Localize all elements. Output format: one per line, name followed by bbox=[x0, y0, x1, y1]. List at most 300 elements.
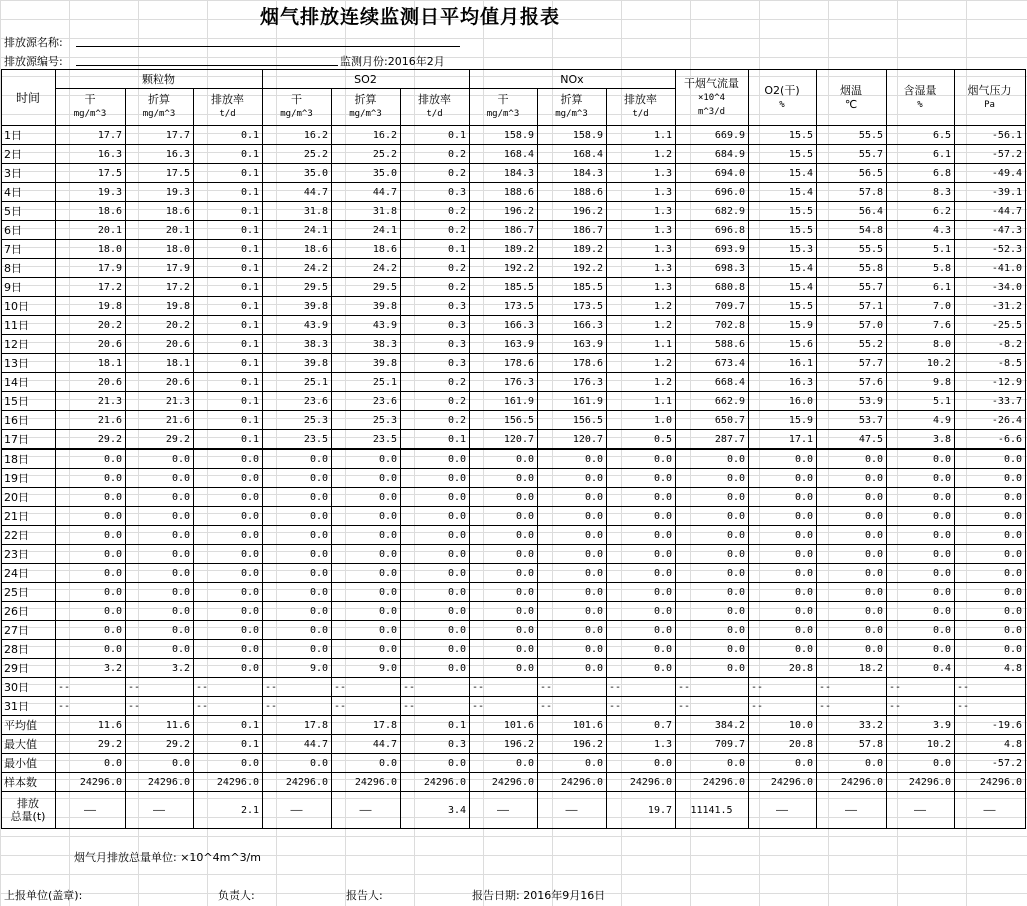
table-cell[interactable]: 54.8 bbox=[817, 221, 887, 240]
table-cell[interactable]: 9.0 bbox=[263, 659, 332, 678]
table-cell[interactable]: 0.0 bbox=[538, 659, 607, 678]
table-cell[interactable]: 0.0 bbox=[538, 754, 607, 773]
table-cell[interactable]: 0.0 bbox=[887, 545, 955, 564]
table-cell[interactable]: 680.8 bbox=[676, 278, 749, 297]
table-cell[interactable]: 0.0 bbox=[676, 659, 749, 678]
table-cell[interactable]: -31.2 bbox=[955, 297, 1026, 316]
table-cell[interactable]: 20.6 bbox=[126, 335, 194, 354]
table-cell[interactable]: 24.2 bbox=[332, 259, 401, 278]
table-cell[interactable]: 0.0 bbox=[749, 526, 817, 545]
table-cell[interactable]: 0.0 bbox=[263, 602, 332, 621]
table-cell[interactable]: 0.0 bbox=[955, 564, 1026, 583]
table-cell[interactable]: 0.0 bbox=[538, 469, 607, 488]
row-label[interactable]: 平均值 bbox=[2, 716, 56, 735]
table-cell[interactable]: 47.5 bbox=[817, 430, 887, 450]
table-cell[interactable]: 0.0 bbox=[607, 564, 676, 583]
table-cell[interactable]: 15.4 bbox=[749, 164, 817, 183]
table-cell[interactable]: 0.1 bbox=[194, 145, 263, 164]
table-cell[interactable]: -41.0 bbox=[955, 259, 1026, 278]
table-cell[interactable]: 0.0 bbox=[470, 449, 538, 469]
table-cell[interactable]: 0.1 bbox=[194, 392, 263, 411]
table-cell[interactable]: 0.0 bbox=[887, 621, 955, 640]
table-cell[interactable]: 702.8 bbox=[676, 316, 749, 335]
table-cell[interactable]: -6.6 bbox=[955, 430, 1026, 450]
table-cell[interactable]: 0.1 bbox=[401, 716, 470, 735]
table-cell[interactable]: 0.0 bbox=[332, 754, 401, 773]
table-cell[interactable]: -25.5 bbox=[955, 316, 1026, 335]
table-cell[interactable]: 673.4 bbox=[676, 354, 749, 373]
table-cell[interactable]: 57.8 bbox=[817, 735, 887, 754]
row-label[interactable]: 30日 bbox=[2, 678, 56, 697]
table-cell[interactable]: 6.2 bbox=[887, 202, 955, 221]
table-cell[interactable]: 0.0 bbox=[470, 754, 538, 773]
table-cell[interactable]: 0.0 bbox=[332, 640, 401, 659]
table-cell[interactable]: -- bbox=[817, 678, 887, 697]
table-cell[interactable]: -49.4 bbox=[955, 164, 1026, 183]
table-cell[interactable]: 166.3 bbox=[470, 316, 538, 335]
table-cell[interactable]: 15.5 bbox=[749, 297, 817, 316]
table-cell[interactable]: 35.0 bbox=[263, 164, 332, 183]
table-cell[interactable]: 176.3 bbox=[538, 373, 607, 392]
table-cell[interactable]: 0.0 bbox=[817, 507, 887, 526]
table-cell[interactable]: 10.2 bbox=[887, 354, 955, 373]
table-cell[interactable]: 0.0 bbox=[749, 754, 817, 773]
table-cell[interactable]: 0.0 bbox=[332, 564, 401, 583]
table-cell[interactable]: 0.0 bbox=[56, 564, 126, 583]
table-cell[interactable]: 57.8 bbox=[817, 183, 887, 202]
row-label[interactable]: 5日 bbox=[2, 202, 56, 221]
table-cell[interactable]: -57.2 bbox=[955, 754, 1026, 773]
table-cell[interactable]: 0.0 bbox=[263, 564, 332, 583]
row-label[interactable]: 7日 bbox=[2, 240, 56, 259]
table-cell[interactable]: 0.0 bbox=[538, 449, 607, 469]
table-cell[interactable]: 0.0 bbox=[817, 526, 887, 545]
table-cell[interactable]: 0.0 bbox=[817, 564, 887, 583]
table-cell[interactable]: 696.8 bbox=[676, 221, 749, 240]
table-cell[interactable]: 0.0 bbox=[332, 526, 401, 545]
table-cell[interactable]: 31.8 bbox=[332, 202, 401, 221]
table-cell[interactable]: 0.0 bbox=[676, 564, 749, 583]
table-cell[interactable]: 0.0 bbox=[401, 621, 470, 640]
table-cell[interactable]: -- bbox=[194, 697, 263, 716]
table-cell[interactable]: 0.0 bbox=[607, 507, 676, 526]
table-cell[interactable]: 17.7 bbox=[56, 126, 126, 145]
table-cell[interactable]: 10.2 bbox=[887, 735, 955, 754]
table-cell[interactable]: 0.0 bbox=[676, 526, 749, 545]
table-cell[interactable]: 173.5 bbox=[538, 297, 607, 316]
table-cell[interactable]: 0.0 bbox=[607, 621, 676, 640]
total-cell[interactable]: —— bbox=[887, 792, 955, 829]
table-cell[interactable]: -- bbox=[955, 678, 1026, 697]
table-cell[interactable]: 0.4 bbox=[887, 659, 955, 678]
row-label[interactable]: 29日 bbox=[2, 659, 56, 678]
table-cell[interactable]: 0.0 bbox=[470, 488, 538, 507]
table-cell[interactable]: -- bbox=[126, 678, 194, 697]
table-cell[interactable]: 17.8 bbox=[332, 716, 401, 735]
table-cell[interactable]: 4.3 bbox=[887, 221, 955, 240]
table-cell[interactable]: 15.5 bbox=[749, 202, 817, 221]
total-cell[interactable]: —— bbox=[817, 792, 887, 829]
table-cell[interactable]: 0.0 bbox=[538, 488, 607, 507]
table-cell[interactable]: 0.0 bbox=[607, 754, 676, 773]
table-cell[interactable]: 185.5 bbox=[470, 278, 538, 297]
table-cell[interactable]: 53.9 bbox=[817, 392, 887, 411]
table-cell[interactable]: -- bbox=[332, 697, 401, 716]
table-cell[interactable]: 3.2 bbox=[126, 659, 194, 678]
table-cell[interactable]: 44.7 bbox=[263, 735, 332, 754]
table-cell[interactable]: -47.3 bbox=[955, 221, 1026, 240]
table-cell[interactable]: 0.0 bbox=[401, 583, 470, 602]
table-cell[interactable]: 185.5 bbox=[538, 278, 607, 297]
table-cell[interactable]: 0.0 bbox=[126, 545, 194, 564]
table-cell[interactable]: 24296.0 bbox=[194, 773, 263, 792]
table-cell[interactable]: 0.0 bbox=[56, 507, 126, 526]
table-cell[interactable]: -- bbox=[749, 678, 817, 697]
table-cell[interactable]: 3.2 bbox=[56, 659, 126, 678]
table-cell[interactable]: 0.0 bbox=[470, 564, 538, 583]
table-cell[interactable]: 24296.0 bbox=[56, 773, 126, 792]
table-cell[interactable]: -34.0 bbox=[955, 278, 1026, 297]
total-cell[interactable]: —— bbox=[538, 792, 607, 829]
table-cell[interactable]: 24296.0 bbox=[676, 773, 749, 792]
table-cell[interactable]: -57.2 bbox=[955, 145, 1026, 164]
table-cell[interactable]: 16.3 bbox=[56, 145, 126, 164]
table-cell[interactable]: 0.0 bbox=[263, 469, 332, 488]
table-cell[interactable]: 1.3 bbox=[607, 221, 676, 240]
table-cell[interactable]: 0.0 bbox=[817, 488, 887, 507]
table-cell[interactable]: 0.1 bbox=[194, 735, 263, 754]
table-cell[interactable]: 0.0 bbox=[332, 449, 401, 469]
table-cell[interactable]: 0.2 bbox=[401, 145, 470, 164]
table-cell[interactable]: 44.7 bbox=[332, 735, 401, 754]
table-cell[interactable]: 0.0 bbox=[194, 507, 263, 526]
table-cell[interactable]: 168.4 bbox=[538, 145, 607, 164]
table-cell[interactable]: 6.1 bbox=[887, 145, 955, 164]
table-cell[interactable]: 15.6 bbox=[749, 335, 817, 354]
table-cell[interactable]: 57.1 bbox=[817, 297, 887, 316]
table-cell[interactable]: 1.2 bbox=[607, 145, 676, 164]
table-cell[interactable]: 709.7 bbox=[676, 735, 749, 754]
table-cell[interactable]: 0.3 bbox=[401, 354, 470, 373]
row-label[interactable]: 24日 bbox=[2, 564, 56, 583]
total-label[interactable] bbox=[2, 792, 56, 829]
row-label[interactable]: 14日 bbox=[2, 373, 56, 392]
table-cell[interactable]: 0.0 bbox=[194, 526, 263, 545]
table-cell[interactable]: 24296.0 bbox=[263, 773, 332, 792]
table-cell[interactable]: 0.0 bbox=[401, 545, 470, 564]
table-cell[interactable]: 166.3 bbox=[538, 316, 607, 335]
table-cell[interactable]: 0.0 bbox=[401, 449, 470, 469]
table-cell[interactable]: 18.0 bbox=[56, 240, 126, 259]
table-cell[interactable]: 19.3 bbox=[126, 183, 194, 202]
table-cell[interactable]: 29.5 bbox=[332, 278, 401, 297]
source-name-field[interactable] bbox=[76, 46, 460, 47]
table-cell[interactable]: 184.3 bbox=[538, 164, 607, 183]
row-label[interactable]: 26日 bbox=[2, 602, 56, 621]
total-cell[interactable]: —— bbox=[332, 792, 401, 829]
table-cell[interactable]: 0.0 bbox=[401, 564, 470, 583]
table-cell[interactable]: 0.0 bbox=[749, 583, 817, 602]
table-cell[interactable]: -12.9 bbox=[955, 373, 1026, 392]
table-cell[interactable]: -- bbox=[332, 678, 401, 697]
row-label[interactable]: 6日 bbox=[2, 221, 56, 240]
table-cell[interactable]: 0.0 bbox=[332, 488, 401, 507]
table-cell[interactable]: 8.3 bbox=[887, 183, 955, 202]
table-cell[interactable]: 0.0 bbox=[126, 754, 194, 773]
table-cell[interactable]: 29.2 bbox=[126, 430, 194, 450]
table-cell[interactable]: 0.1 bbox=[194, 354, 263, 373]
table-cell[interactable]: 29.2 bbox=[56, 735, 126, 754]
table-cell[interactable]: 0.0 bbox=[126, 564, 194, 583]
table-cell[interactable]: 18.6 bbox=[56, 202, 126, 221]
table-cell[interactable]: 0.0 bbox=[194, 640, 263, 659]
table-cell[interactable]: 0.1 bbox=[401, 126, 470, 145]
table-cell[interactable]: -- bbox=[401, 697, 470, 716]
table-cell[interactable]: 0.0 bbox=[56, 469, 126, 488]
table-cell[interactable]: -- bbox=[817, 697, 887, 716]
table-cell[interactable]: -- bbox=[955, 697, 1026, 716]
table-cell[interactable]: 156.5 bbox=[538, 411, 607, 430]
table-cell[interactable]: 0.0 bbox=[56, 583, 126, 602]
row-label[interactable]: 4日 bbox=[2, 183, 56, 202]
table-cell[interactable]: 21.6 bbox=[56, 411, 126, 430]
row-label[interactable]: 27日 bbox=[2, 621, 56, 640]
table-cell[interactable]: 1.1 bbox=[607, 392, 676, 411]
table-cell[interactable]: 178.6 bbox=[470, 354, 538, 373]
row-label[interactable]: 3日 bbox=[2, 164, 56, 183]
table-cell[interactable]: 0.0 bbox=[817, 449, 887, 469]
table-cell[interactable]: 0.0 bbox=[332, 507, 401, 526]
table-cell[interactable]: 17.7 bbox=[126, 126, 194, 145]
table-cell[interactable]: 10.0 bbox=[749, 716, 817, 735]
table-cell[interactable]: 3.8 bbox=[887, 430, 955, 450]
table-cell[interactable]: 0.3 bbox=[401, 316, 470, 335]
table-cell[interactable]: -- bbox=[470, 697, 538, 716]
table-cell[interactable]: 4.8 bbox=[955, 659, 1026, 678]
table-cell[interactable]: 0.0 bbox=[817, 583, 887, 602]
table-cell[interactable]: 20.2 bbox=[126, 316, 194, 335]
table-cell[interactable]: 0.1 bbox=[194, 259, 263, 278]
table-cell[interactable]: 0.1 bbox=[194, 278, 263, 297]
total-cell[interactable]: —— bbox=[126, 792, 194, 829]
table-cell[interactable]: 0.0 bbox=[263, 545, 332, 564]
row-label[interactable]: 8日 bbox=[2, 259, 56, 278]
table-cell[interactable]: 0.0 bbox=[955, 469, 1026, 488]
table-cell[interactable]: 43.9 bbox=[332, 316, 401, 335]
total-cell[interactable]: 2.1 bbox=[194, 792, 263, 829]
table-cell[interactable]: 17.2 bbox=[56, 278, 126, 297]
table-cell[interactable]: 0.0 bbox=[676, 507, 749, 526]
table-cell[interactable]: 0.0 bbox=[607, 449, 676, 469]
table-cell[interactable]: 17.5 bbox=[126, 164, 194, 183]
table-cell[interactable]: 0.0 bbox=[817, 754, 887, 773]
table-cell[interactable]: 0.0 bbox=[470, 507, 538, 526]
table-cell[interactable]: 0.0 bbox=[538, 545, 607, 564]
table-cell[interactable]: 0.0 bbox=[749, 564, 817, 583]
table-cell[interactable]: 0.0 bbox=[126, 488, 194, 507]
table-cell[interactable]: 55.7 bbox=[817, 145, 887, 164]
table-cell[interactable]: 0.1 bbox=[194, 164, 263, 183]
total-cell[interactable]: —— bbox=[470, 792, 538, 829]
table-cell[interactable]: -- bbox=[470, 678, 538, 697]
table-cell[interactable]: 0.0 bbox=[401, 754, 470, 773]
table-cell[interactable]: 0.0 bbox=[749, 640, 817, 659]
table-cell[interactable]: 18.1 bbox=[56, 354, 126, 373]
table-cell[interactable]: 55.2 bbox=[817, 335, 887, 354]
table-cell[interactable]: 0.0 bbox=[470, 545, 538, 564]
table-cell[interactable]: 0.5 bbox=[607, 430, 676, 450]
table-cell[interactable]: 168.4 bbox=[470, 145, 538, 164]
table-cell[interactable]: 0.0 bbox=[194, 754, 263, 773]
table-cell[interactable]: 0.0 bbox=[749, 602, 817, 621]
table-cell[interactable]: 0.1 bbox=[194, 221, 263, 240]
table-cell[interactable]: 0.0 bbox=[749, 469, 817, 488]
table-cell[interactable]: 1.3 bbox=[607, 183, 676, 202]
table-cell[interactable]: 18.0 bbox=[126, 240, 194, 259]
table-cell[interactable]: 1.2 bbox=[607, 354, 676, 373]
table-cell[interactable]: -- bbox=[676, 697, 749, 716]
table-cell[interactable]: 0.0 bbox=[887, 583, 955, 602]
table-cell[interactable]: 1.3 bbox=[607, 259, 676, 278]
table-cell[interactable]: 0.3 bbox=[401, 735, 470, 754]
table-cell[interactable]: 24296.0 bbox=[401, 773, 470, 792]
table-cell[interactable]: 39.8 bbox=[263, 354, 332, 373]
table-cell[interactable]: 17.2 bbox=[126, 278, 194, 297]
table-cell[interactable]: 0.1 bbox=[194, 373, 263, 392]
table-cell[interactable]: 0.0 bbox=[401, 469, 470, 488]
table-cell[interactable]: 16.1 bbox=[749, 354, 817, 373]
table-cell[interactable]: 0.2 bbox=[401, 259, 470, 278]
total-cell[interactable]: 11141.5 bbox=[676, 792, 749, 829]
table-cell[interactable]: 17.9 bbox=[126, 259, 194, 278]
table-cell[interactable]: 17.1 bbox=[749, 430, 817, 450]
table-cell[interactable]: -- bbox=[56, 697, 126, 716]
table-cell[interactable]: 24296.0 bbox=[607, 773, 676, 792]
table-cell[interactable]: 588.6 bbox=[676, 335, 749, 354]
table-cell[interactable]: 0.1 bbox=[401, 430, 470, 450]
table-cell[interactable]: 1.2 bbox=[607, 373, 676, 392]
table-cell[interactable]: -- bbox=[126, 697, 194, 716]
table-cell[interactable]: 0.2 bbox=[401, 373, 470, 392]
table-cell[interactable]: 0.0 bbox=[538, 583, 607, 602]
table-cell[interactable]: 0.1 bbox=[401, 240, 470, 259]
table-cell[interactable]: -- bbox=[607, 697, 676, 716]
table-cell[interactable]: 5.8 bbox=[887, 259, 955, 278]
table-cell[interactable]: 0.0 bbox=[607, 640, 676, 659]
table-cell[interactable]: 20.1 bbox=[56, 221, 126, 240]
row-label[interactable]: 31日 bbox=[2, 697, 56, 716]
table-cell[interactable]: 39.8 bbox=[332, 297, 401, 316]
row-label[interactable]: 18日 bbox=[2, 449, 56, 469]
table-cell[interactable]: 0.0 bbox=[194, 564, 263, 583]
total-cell[interactable]: 3.4 bbox=[401, 792, 470, 829]
table-cell[interactable]: 101.6 bbox=[470, 716, 538, 735]
table-cell[interactable]: 0.0 bbox=[263, 488, 332, 507]
table-cell[interactable]: 0.0 bbox=[676, 754, 749, 773]
table-cell[interactable]: 0.0 bbox=[332, 545, 401, 564]
table-cell[interactable]: 0.0 bbox=[194, 545, 263, 564]
table-cell[interactable]: 698.3 bbox=[676, 259, 749, 278]
table-cell[interactable]: 682.9 bbox=[676, 202, 749, 221]
table-cell[interactable]: 120.7 bbox=[470, 430, 538, 450]
table-cell[interactable]: 0.0 bbox=[817, 640, 887, 659]
table-cell[interactable]: 196.2 bbox=[470, 202, 538, 221]
table-cell[interactable]: 662.9 bbox=[676, 392, 749, 411]
table-cell[interactable]: 694.0 bbox=[676, 164, 749, 183]
table-cell[interactable]: 0.0 bbox=[56, 754, 126, 773]
row-label[interactable]: 25日 bbox=[2, 583, 56, 602]
table-cell[interactable]: 24.1 bbox=[332, 221, 401, 240]
table-cell[interactable]: 7.0 bbox=[887, 297, 955, 316]
table-cell[interactable]: 23.5 bbox=[332, 430, 401, 450]
table-cell[interactable]: 0.0 bbox=[676, 488, 749, 507]
table-cell[interactable]: 0.1 bbox=[194, 297, 263, 316]
table-cell[interactable]: 0.0 bbox=[538, 602, 607, 621]
table-cell[interactable]: 24296.0 bbox=[332, 773, 401, 792]
table-cell[interactable]: 11.6 bbox=[126, 716, 194, 735]
table-cell[interactable]: 0.0 bbox=[676, 640, 749, 659]
table-cell[interactable]: 0.0 bbox=[749, 621, 817, 640]
table-cell[interactable]: 11.6 bbox=[56, 716, 126, 735]
table-cell[interactable]: 0.0 bbox=[126, 449, 194, 469]
table-cell[interactable]: 173.5 bbox=[470, 297, 538, 316]
table-cell[interactable]: 0.0 bbox=[470, 659, 538, 678]
table-cell[interactable]: 189.2 bbox=[538, 240, 607, 259]
table-cell[interactable]: 0.0 bbox=[332, 583, 401, 602]
table-cell[interactable]: 0.0 bbox=[194, 621, 263, 640]
table-cell[interactable]: 0.0 bbox=[955, 526, 1026, 545]
table-cell[interactable]: 4.8 bbox=[955, 735, 1026, 754]
table-cell[interactable]: 25.3 bbox=[332, 411, 401, 430]
table-cell[interactable]: 39.8 bbox=[263, 297, 332, 316]
table-cell[interactable]: 56.4 bbox=[817, 202, 887, 221]
table-cell[interactable]: 0.1 bbox=[194, 411, 263, 430]
table-cell[interactable]: 17.9 bbox=[56, 259, 126, 278]
table-cell[interactable]: 176.3 bbox=[470, 373, 538, 392]
table-cell[interactable]: 31.8 bbox=[263, 202, 332, 221]
table-cell[interactable]: 0.0 bbox=[887, 526, 955, 545]
table-cell[interactable]: 0.0 bbox=[56, 602, 126, 621]
table-cell[interactable]: 20.6 bbox=[56, 373, 126, 392]
table-cell[interactable]: 709.7 bbox=[676, 297, 749, 316]
table-cell[interactable]: 0.0 bbox=[817, 602, 887, 621]
table-cell[interactable]: 178.6 bbox=[538, 354, 607, 373]
table-cell[interactable]: 188.6 bbox=[538, 183, 607, 202]
table-cell[interactable]: 0.0 bbox=[194, 583, 263, 602]
table-cell[interactable]: 668.4 bbox=[676, 373, 749, 392]
table-cell[interactable]: 1.1 bbox=[607, 335, 676, 354]
table-cell[interactable]: 0.0 bbox=[887, 469, 955, 488]
table-cell[interactable]: -8.5 bbox=[955, 354, 1026, 373]
table-cell[interactable]: 0.0 bbox=[401, 526, 470, 545]
table-cell[interactable]: 24296.0 bbox=[749, 773, 817, 792]
table-cell[interactable]: 55.8 bbox=[817, 259, 887, 278]
table-cell[interactable]: 0.0 bbox=[126, 507, 194, 526]
table-cell[interactable]: 29.5 bbox=[263, 278, 332, 297]
table-cell[interactable]: 57.7 bbox=[817, 354, 887, 373]
table-cell[interactable]: 1.3 bbox=[607, 240, 676, 259]
total-cell[interactable]: —— bbox=[955, 792, 1026, 829]
table-cell[interactable]: 161.9 bbox=[470, 392, 538, 411]
table-cell[interactable]: 0.0 bbox=[676, 621, 749, 640]
table-cell[interactable]: 15.9 bbox=[749, 411, 817, 430]
table-cell[interactable]: -- bbox=[887, 697, 955, 716]
source-code-field[interactable] bbox=[76, 65, 338, 66]
table-cell[interactable]: 21.6 bbox=[126, 411, 194, 430]
table-cell[interactable]: 0.0 bbox=[56, 488, 126, 507]
table-cell[interactable]: 8.0 bbox=[887, 335, 955, 354]
table-cell[interactable]: 18.1 bbox=[126, 354, 194, 373]
